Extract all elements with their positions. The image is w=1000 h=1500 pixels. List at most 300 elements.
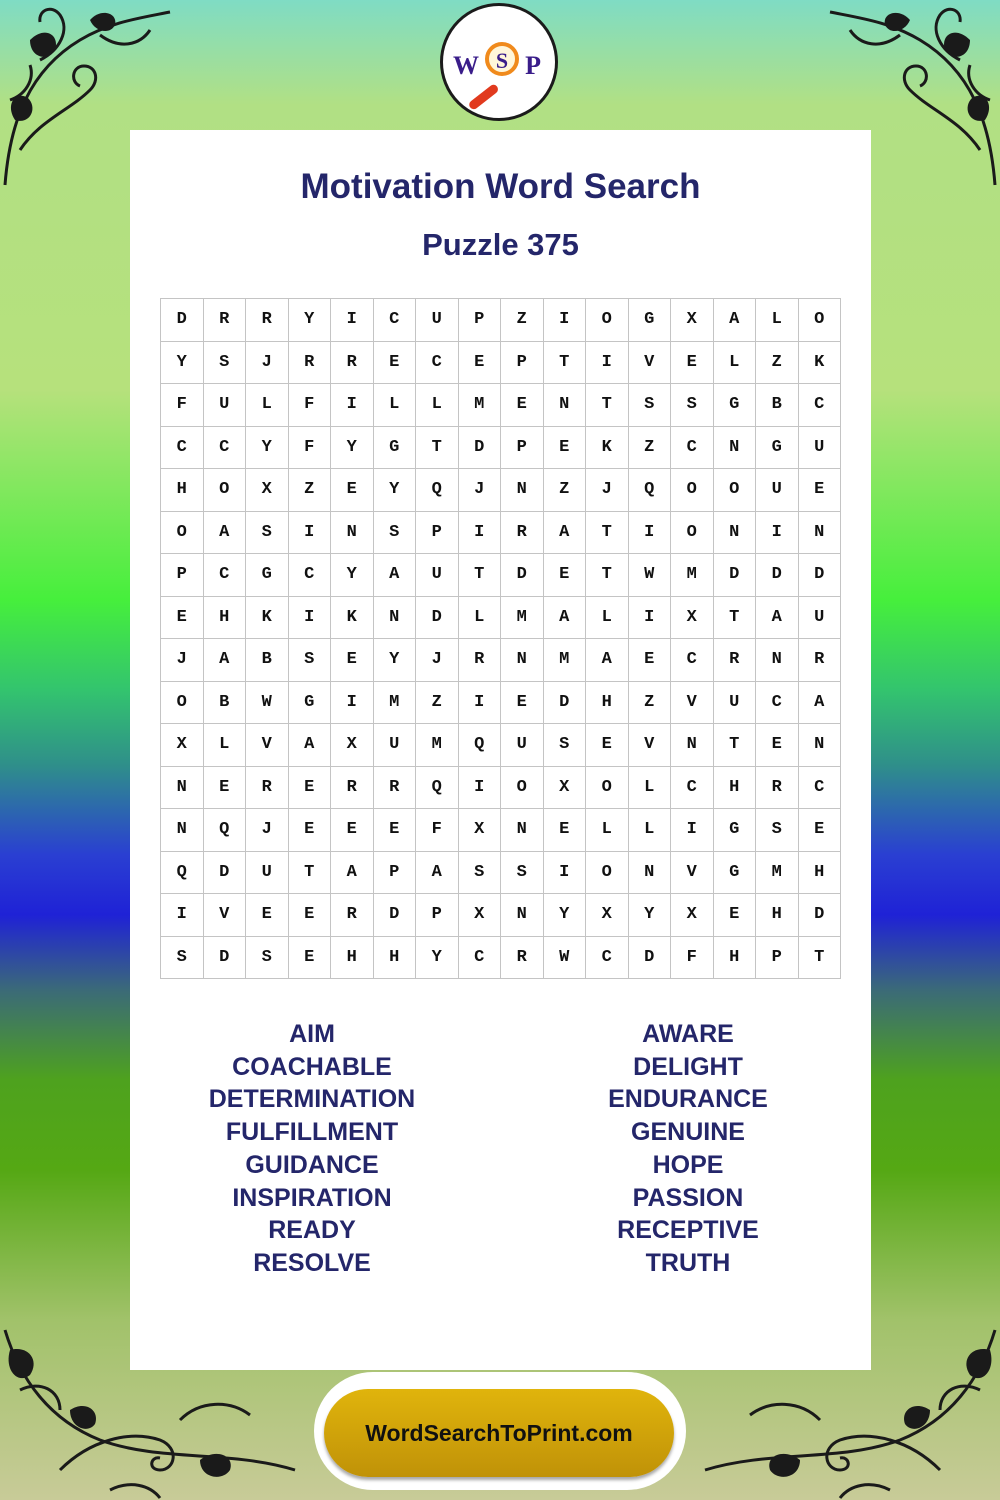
grid-cell: O xyxy=(671,469,714,512)
grid-cell: Z xyxy=(628,426,671,469)
grid-cell: M xyxy=(756,851,799,894)
grid-cell: D xyxy=(543,681,586,724)
grid-cell: A xyxy=(586,639,629,682)
grid-cell: E xyxy=(288,766,331,809)
grid-cell: D xyxy=(203,936,246,979)
grid-cell: R xyxy=(288,341,331,384)
grid-cell: E xyxy=(331,469,374,512)
grid-cell: M xyxy=(671,554,714,597)
grid-cell: D xyxy=(798,894,841,937)
grid-cell: C xyxy=(586,936,629,979)
grid-cell: I xyxy=(288,596,331,639)
grid-cell: U xyxy=(416,554,459,597)
word-list-item: GENUINE xyxy=(631,1118,745,1147)
grid-cell: E xyxy=(756,724,799,767)
grid-cell: P xyxy=(416,894,459,937)
grid-cell: I xyxy=(628,511,671,554)
grid-cell: D xyxy=(501,554,544,597)
word-list-item: RESOLVE xyxy=(253,1248,371,1277)
grid-cell: C xyxy=(203,554,246,597)
word-list-item: RECEPTIVE xyxy=(617,1216,759,1245)
grid-cell: S xyxy=(671,384,714,427)
grid-cell: T xyxy=(416,426,459,469)
grid-cell: Y xyxy=(628,894,671,937)
grid-row xyxy=(161,894,841,937)
grid-row xyxy=(161,511,841,554)
grid-cell: N xyxy=(373,596,416,639)
grid-cell: S xyxy=(543,724,586,767)
grid-cell: V xyxy=(671,851,714,894)
grid-cell: R xyxy=(373,766,416,809)
grid-row xyxy=(161,681,841,724)
grid-cell: P xyxy=(373,851,416,894)
grid-cell: O xyxy=(501,766,544,809)
grid-cell: R xyxy=(246,299,289,342)
grid-cell: D xyxy=(203,851,246,894)
grid-cell: N xyxy=(713,426,756,469)
grid-cell: O xyxy=(586,851,629,894)
grid-cell: U xyxy=(416,299,459,342)
grid-cell: Q xyxy=(628,469,671,512)
grid-cell: Z xyxy=(756,341,799,384)
grid-cell: R xyxy=(713,639,756,682)
grid-cell: Y xyxy=(331,426,374,469)
grid-cell: U xyxy=(798,426,841,469)
word-list-item: AIM xyxy=(289,1020,335,1048)
grid-cell: I xyxy=(331,299,374,342)
word-list-item: AWARE xyxy=(642,1020,734,1048)
grid-cell: N xyxy=(671,724,714,767)
site-link-button[interactable]: WordSearchToPrint.com xyxy=(324,1389,674,1477)
grid-cell: L xyxy=(416,384,459,427)
grid-cell: G xyxy=(246,554,289,597)
grid-cell: E xyxy=(288,894,331,937)
grid-cell: C xyxy=(671,639,714,682)
grid-cell: F xyxy=(161,384,204,427)
grid-cell: J xyxy=(458,469,501,512)
grid-cell: D xyxy=(373,894,416,937)
grid-cell: N xyxy=(161,766,204,809)
grid-cell: R xyxy=(331,766,374,809)
grid-cell: G xyxy=(373,426,416,469)
grid-cell: I xyxy=(586,341,629,384)
grid-cell: P xyxy=(161,554,204,597)
word-list-item: DETERMINATION xyxy=(208,1085,416,1114)
grid-cell: Q xyxy=(203,809,246,852)
grid-cell: I xyxy=(543,851,586,894)
grid-cell: X xyxy=(671,596,714,639)
grid-cell: S xyxy=(203,341,246,384)
logo-letter-w: W xyxy=(453,51,479,80)
grid-cell: Q xyxy=(416,469,459,512)
grid-cell: R xyxy=(756,766,799,809)
grid-cell: C xyxy=(671,426,714,469)
grid-cell: V xyxy=(628,724,671,767)
grid-cell: Z xyxy=(543,469,586,512)
grid-cell: R xyxy=(331,341,374,384)
grid-cell: N xyxy=(798,511,841,554)
grid-cell: A xyxy=(288,724,331,767)
grid-cell: E xyxy=(713,894,756,937)
grid-cell: T xyxy=(288,851,331,894)
grid-cell: V xyxy=(203,894,246,937)
grid-cell: U xyxy=(246,851,289,894)
puzzle-sheet xyxy=(130,130,871,1370)
grid-cell: D xyxy=(713,554,756,597)
grid-cell: I xyxy=(288,511,331,554)
grid-cell: B xyxy=(203,681,246,724)
grid-cell: A xyxy=(543,596,586,639)
grid-cell: N xyxy=(628,851,671,894)
grid-row xyxy=(161,809,841,852)
grid-cell: D xyxy=(628,936,671,979)
grid-cell: E xyxy=(246,894,289,937)
grid-cell: C xyxy=(288,554,331,597)
grid-cell: X xyxy=(671,894,714,937)
grid-cell: E xyxy=(543,554,586,597)
grid-cell: C xyxy=(373,299,416,342)
grid-cell: O xyxy=(586,766,629,809)
grid-cell: V xyxy=(246,724,289,767)
grid-cell: E xyxy=(288,809,331,852)
grid-row xyxy=(161,341,841,384)
grid-cell: D xyxy=(458,426,501,469)
grid-cell: H xyxy=(713,936,756,979)
grid-cell: R xyxy=(246,766,289,809)
grid-cell: D xyxy=(161,299,204,342)
grid-cell: L xyxy=(586,596,629,639)
grid-cell: I xyxy=(458,766,501,809)
grid-cell: L xyxy=(246,384,289,427)
grid-cell: O xyxy=(671,511,714,554)
grid-cell: Q xyxy=(458,724,501,767)
grid-cell: X xyxy=(331,724,374,767)
grid-cell: E xyxy=(628,639,671,682)
grid-cell: J xyxy=(416,639,459,682)
grid-cell: N xyxy=(501,469,544,512)
site-logo[interactable] xyxy=(440,3,558,121)
word-list-item: FULFILLMENT xyxy=(225,1118,399,1147)
grid-cell: L xyxy=(756,299,799,342)
grid-cell: A xyxy=(798,681,841,724)
grid-cell: U xyxy=(203,384,246,427)
grid-cell: B xyxy=(246,639,289,682)
magnifier-handle-icon xyxy=(467,83,499,111)
grid-cell: I xyxy=(756,511,799,554)
grid-row xyxy=(161,724,841,767)
grid-cell: E xyxy=(543,809,586,852)
grid-cell: H xyxy=(756,894,799,937)
grid-cell: N xyxy=(331,511,374,554)
grid-cell: O xyxy=(798,299,841,342)
grid-cell: H xyxy=(203,596,246,639)
word-list-left xyxy=(162,1018,462,1280)
logo-letter-p: P xyxy=(525,51,541,80)
grid-cell: X xyxy=(161,724,204,767)
grid-cell: Z xyxy=(628,681,671,724)
grid-cell: J xyxy=(586,469,629,512)
word-list-item: INSPIRATION xyxy=(232,1183,392,1212)
grid-cell: K xyxy=(331,596,374,639)
grid-cell: C xyxy=(203,426,246,469)
grid-row xyxy=(161,469,841,512)
word-list-item: READY xyxy=(268,1216,356,1245)
grid-cell: C xyxy=(671,766,714,809)
grid-cell: G xyxy=(756,426,799,469)
grid-cell: Y xyxy=(246,426,289,469)
grid-cell: N xyxy=(798,724,841,767)
grid-cell: X xyxy=(586,894,629,937)
grid-row xyxy=(161,384,841,427)
grid-cell: M xyxy=(373,681,416,724)
grid-cell: A xyxy=(416,851,459,894)
grid-cell: K xyxy=(798,341,841,384)
grid-cell: E xyxy=(671,341,714,384)
grid-cell: I xyxy=(628,596,671,639)
grid-cell: Y xyxy=(288,299,331,342)
word-list-item: TRUTH xyxy=(645,1248,731,1277)
grid-cell: S xyxy=(756,809,799,852)
grid-cell: T xyxy=(798,936,841,979)
grid-cell: T xyxy=(543,341,586,384)
grid-cell: C xyxy=(416,341,459,384)
grid-cell: N xyxy=(501,894,544,937)
grid-cell: F xyxy=(671,936,714,979)
grid-cell: H xyxy=(373,936,416,979)
grid-cell: Y xyxy=(161,341,204,384)
grid-cell: H xyxy=(586,681,629,724)
grid-cell: T xyxy=(586,511,629,554)
grid-cell: T xyxy=(586,554,629,597)
grid-row xyxy=(161,596,841,639)
grid-cell: C xyxy=(798,766,841,809)
grid-cell: R xyxy=(501,511,544,554)
grid-cell: S xyxy=(628,384,671,427)
grid-cell: S xyxy=(288,639,331,682)
grid-cell: P xyxy=(756,936,799,979)
grid-cell: D xyxy=(756,554,799,597)
grid-cell: D xyxy=(416,596,459,639)
grid-cell: S xyxy=(501,851,544,894)
grid-row xyxy=(161,299,841,342)
grid-cell: K xyxy=(586,426,629,469)
puzzle-number: Puzzle 375 xyxy=(422,227,579,262)
grid-cell: E xyxy=(458,341,501,384)
word-list-item: HOPE xyxy=(652,1150,724,1179)
grid-row xyxy=(161,554,841,597)
grid-cell: L xyxy=(373,384,416,427)
grid-cell: A xyxy=(331,851,374,894)
grid-cell: F xyxy=(416,809,459,852)
grid-cell: E xyxy=(373,809,416,852)
grid-cell: A xyxy=(756,596,799,639)
grid-cell: R xyxy=(331,894,374,937)
grid-cell: M xyxy=(543,639,586,682)
grid-cell: T xyxy=(713,724,756,767)
grid-cell: Y xyxy=(373,639,416,682)
grid-cell: A xyxy=(203,511,246,554)
grid-cell: Y xyxy=(331,554,374,597)
grid-cell: P xyxy=(501,341,544,384)
grid-cell: I xyxy=(161,894,204,937)
word-list-item: GUIDANCE xyxy=(245,1150,379,1179)
grid-cell: E xyxy=(501,384,544,427)
grid-cell: H xyxy=(331,936,374,979)
grid-cell: X xyxy=(458,809,501,852)
grid-cell: H xyxy=(713,766,756,809)
grid-cell: S xyxy=(246,936,289,979)
grid-cell: N xyxy=(161,809,204,852)
word-list-item: PASSION xyxy=(632,1183,744,1212)
grid-cell: N xyxy=(713,511,756,554)
grid-cell: C xyxy=(798,384,841,427)
grid-cell: M xyxy=(501,596,544,639)
word-list-right xyxy=(538,1018,838,1280)
grid-cell: T xyxy=(586,384,629,427)
grid-cell: P xyxy=(458,299,501,342)
grid-cell: U xyxy=(713,681,756,724)
grid-cell: U xyxy=(798,596,841,639)
grid-cell: G xyxy=(288,681,331,724)
grid-cell: R xyxy=(501,936,544,979)
grid-cell: C xyxy=(458,936,501,979)
grid-cell: S xyxy=(373,511,416,554)
grid-cell: O xyxy=(586,299,629,342)
grid-cell: K xyxy=(246,596,289,639)
grid-cell: J xyxy=(246,341,289,384)
grid-cell: I xyxy=(331,384,374,427)
magnifier-icon xyxy=(485,42,519,76)
grid-cell: O xyxy=(203,469,246,512)
grid-cell: M xyxy=(416,724,459,767)
grid-cell: N xyxy=(756,639,799,682)
grid-cell: O xyxy=(161,511,204,554)
grid-cell: P xyxy=(416,511,459,554)
grid-cell: E xyxy=(203,766,246,809)
word-list-item: ENDURANCE xyxy=(608,1085,768,1114)
footer-badge-frame xyxy=(314,1372,686,1490)
grid-cell: Z xyxy=(501,299,544,342)
grid-cell: R xyxy=(203,299,246,342)
grid-cell: Y xyxy=(416,936,459,979)
grid-cell: I xyxy=(543,299,586,342)
grid-cell: A xyxy=(543,511,586,554)
grid-cell: L xyxy=(458,596,501,639)
logo-letter-s: S xyxy=(495,48,509,73)
grid-cell: E xyxy=(798,809,841,852)
grid-row xyxy=(161,851,841,894)
grid-cell: O xyxy=(713,469,756,512)
grid-cell: F xyxy=(288,384,331,427)
grid-cell: Z xyxy=(288,469,331,512)
grid-cell: G xyxy=(628,299,671,342)
grid-cell: P xyxy=(501,426,544,469)
grid-cell: R xyxy=(458,639,501,682)
grid-cell: I xyxy=(331,681,374,724)
grid-cell: Z xyxy=(416,681,459,724)
grid-cell: F xyxy=(288,426,331,469)
grid-cell: Q xyxy=(161,851,204,894)
grid-cell: Y xyxy=(373,469,416,512)
grid-cell: V xyxy=(628,341,671,384)
grid-cell: E xyxy=(331,809,374,852)
grid-cell: N xyxy=(501,809,544,852)
grid-cell: G xyxy=(713,384,756,427)
grid-cell: R xyxy=(798,639,841,682)
grid-cell: T xyxy=(713,596,756,639)
grid-cell: G xyxy=(713,809,756,852)
grid-cell: U xyxy=(373,724,416,767)
grid-cell: Q xyxy=(416,766,459,809)
grid-cell: C xyxy=(756,681,799,724)
grid-cell: E xyxy=(501,681,544,724)
grid-cell: G xyxy=(713,851,756,894)
grid-row xyxy=(161,426,841,469)
grid-cell: H xyxy=(798,851,841,894)
grid-cell: E xyxy=(586,724,629,767)
grid-cell: X xyxy=(458,894,501,937)
grid-cell: J xyxy=(246,809,289,852)
grid-cell: X xyxy=(671,299,714,342)
grid-cell: X xyxy=(246,469,289,512)
grid-cell: O xyxy=(161,681,204,724)
grid-cell: S xyxy=(458,851,501,894)
grid-cell: A xyxy=(203,639,246,682)
grid-cell: L xyxy=(628,766,671,809)
grid-row xyxy=(161,936,841,979)
grid-cell: E xyxy=(161,596,204,639)
grid-cell: X xyxy=(543,766,586,809)
grid-cell: B xyxy=(756,384,799,427)
grid-cell: I xyxy=(671,809,714,852)
grid-cell: S xyxy=(246,511,289,554)
grid-row xyxy=(161,766,841,809)
grid-cell: L xyxy=(586,809,629,852)
grid-cell: H xyxy=(161,469,204,512)
grid-cell: L xyxy=(713,341,756,384)
grid-cell: U xyxy=(756,469,799,512)
grid-cell: A xyxy=(713,299,756,342)
grid-cell: S xyxy=(161,936,204,979)
grid-cell: E xyxy=(543,426,586,469)
grid-cell: I xyxy=(458,681,501,724)
grid-cell: L xyxy=(628,809,671,852)
grid-cell: N xyxy=(543,384,586,427)
grid-cell: E xyxy=(798,469,841,512)
grid-cell: E xyxy=(288,936,331,979)
grid-cell: E xyxy=(331,639,374,682)
grid-cell: U xyxy=(501,724,544,767)
page-title: Motivation Word Search xyxy=(300,167,701,206)
grid-cell: I xyxy=(458,511,501,554)
grid-cell: E xyxy=(373,341,416,384)
grid-cell: M xyxy=(458,384,501,427)
word-list-item: DELIGHT xyxy=(633,1052,743,1081)
word-list-item: COACHABLE xyxy=(232,1052,392,1081)
grid-cell: A xyxy=(373,554,416,597)
grid-cell: J xyxy=(161,639,204,682)
letter-grid xyxy=(160,298,841,979)
grid-cell: W xyxy=(628,554,671,597)
grid-cell: T xyxy=(458,554,501,597)
grid-cell: W xyxy=(246,681,289,724)
grid-cell: D xyxy=(798,554,841,597)
grid-row xyxy=(161,639,841,682)
grid-cell: C xyxy=(161,426,204,469)
grid-cell: Y xyxy=(543,894,586,937)
grid-cell: L xyxy=(203,724,246,767)
grid-cell: W xyxy=(543,936,586,979)
